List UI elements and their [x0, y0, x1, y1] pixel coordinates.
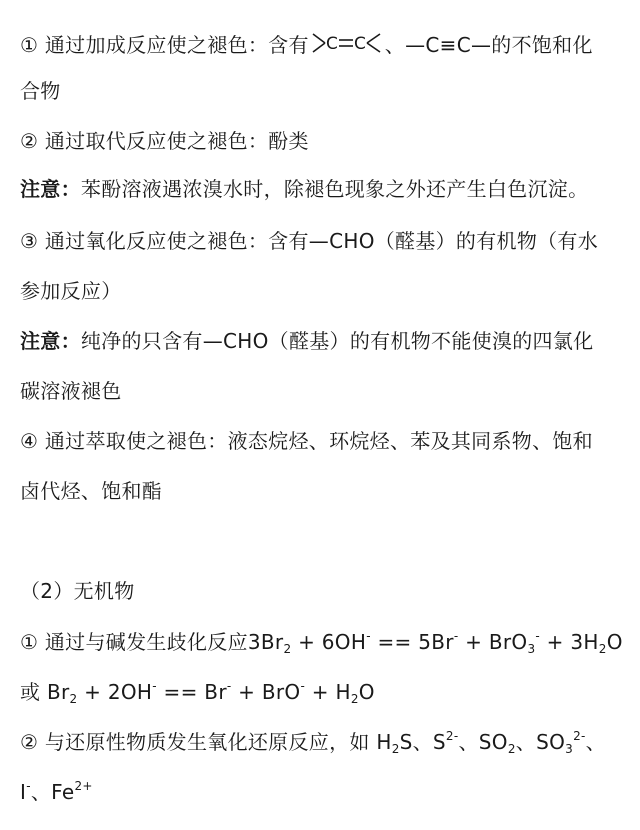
equation-text: == Br [156, 680, 227, 704]
equation-text: 、Fe [30, 780, 75, 804]
extraction-cont: 卤代烃、饱和酯 [20, 479, 163, 503]
subscript: 3 [527, 642, 536, 656]
equation-text: + BrO [231, 680, 301, 704]
equation-text: O [358, 680, 375, 704]
oxidation-reaction-cont: 参加反应） [20, 279, 122, 303]
equation-text: ① 通过与碱发生歧化反应3Br [20, 630, 284, 654]
superscript: - [453, 629, 459, 643]
subscript: 2 [283, 642, 292, 656]
note-phenol [20, 175, 640, 203]
equation-text: + 2OH [77, 680, 153, 704]
note-label: 注意： [20, 329, 81, 353]
equation-text: + H [305, 680, 351, 704]
disproportionation-alt-line [20, 678, 640, 706]
superscript: 2+ [74, 779, 93, 793]
subscript: 2 [69, 692, 78, 706]
section-heading-inorganic: （2）无机物 [20, 579, 135, 603]
redox-cont-line [20, 778, 640, 806]
addition-reaction-text: ① 通过加成反应使之褪色：含有 [20, 33, 309, 57]
substitution-reaction-line: ② 通过取代反应使之褪色：酚类 [20, 129, 309, 153]
svg-text:C: C [325, 34, 338, 54]
note-aldehyde [20, 327, 640, 355]
svg-text:C: C [353, 34, 366, 54]
superscript: - [535, 629, 541, 643]
oxidation-reaction-line: ③ 通过氧化反应使之褪色：含有—CHO（醛基）的有机物（有水 [20, 229, 599, 253]
equation-text: + 3H [540, 630, 599, 654]
superscript: - [152, 679, 157, 693]
superscript: - [300, 679, 306, 693]
equation-text: 、SO [515, 730, 566, 754]
equation-text: + 6OH [291, 630, 367, 654]
note-text: 纯净的只含有—CHO（醛基）的有机物不能使溴的四氯化 [80, 329, 594, 353]
redox-line [20, 728, 640, 756]
note-label: 注意： [20, 177, 81, 201]
equation-text: 、 [585, 730, 606, 754]
addition-reaction-line [20, 30, 640, 59]
subscript: 2 [598, 642, 607, 656]
superscript: - [366, 629, 371, 643]
equation-text: I [20, 780, 27, 804]
note-aldehyde-cont: 碳溶液褪色 [20, 379, 122, 403]
addition-reaction-cont: 合物 [20, 79, 61, 103]
subscript: 2 [391, 742, 400, 756]
disproportionation-line [20, 628, 640, 656]
equation-text: 或 Br [20, 680, 70, 704]
equation-text: == 5Br [370, 630, 454, 654]
superscript: - [26, 779, 31, 793]
equation-text: + BrO [458, 630, 528, 654]
equation-text: S、S [399, 730, 446, 754]
superscript: 2- [573, 729, 586, 743]
superscript: 2- [445, 729, 459, 743]
subscript: 3 [565, 742, 574, 756]
subscript: 2 [350, 692, 359, 706]
alkene-structure-icon [311, 30, 383, 56]
equation-text: 、SO [458, 730, 508, 754]
alkyne-text: 、—C≡C—的不饱和化 [384, 33, 593, 57]
superscript: - [226, 679, 232, 693]
extraction-line: ④ 通过萃取使之褪色：液态烷烃、环烷烃、苯及其同系物、饱和 [20, 429, 593, 453]
equation-text: O [606, 630, 623, 654]
subscript: 2 [507, 742, 516, 756]
equation-text: ② 与还原性物质发生氧化还原反应，如 H [20, 730, 392, 754]
note-text: 苯酚溶液遇浓溴水时，除褪色现象之外还产生白色沉淀。 [80, 177, 589, 201]
